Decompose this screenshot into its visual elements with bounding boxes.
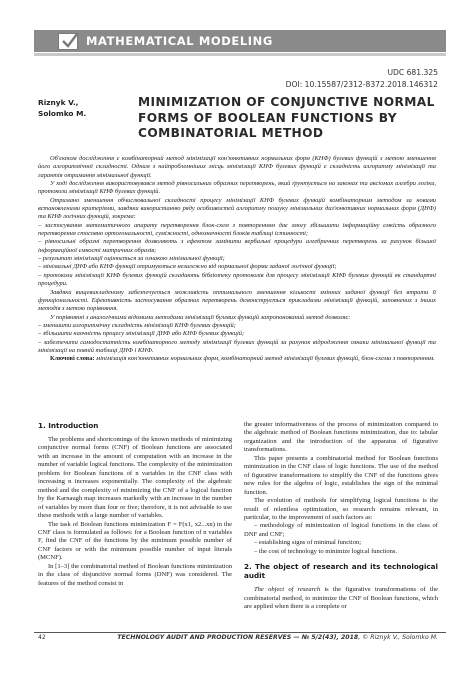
section-header-stripe (34, 53, 446, 56)
doi: DOI: 10.15587/2312-8372.2018.146312 (285, 80, 438, 89)
list-item: – establishing signs of minimal function; (254, 539, 362, 547)
section-heading-object: 2. The object of research and its technological audit (244, 562, 438, 581)
abstract-paragraph: У ході дослідження використовувався метод рівносильних образних перетворень, який ґрунтується на законах та аксіомах алгебри логіки, протоколи мінімізації КНФ булевих функцій. (38, 180, 436, 196)
checkmark-icon (58, 33, 78, 50)
list-item: – methodology of minimization of logical functions in the class of DNF and CNF; (244, 522, 438, 538)
abstract-paragraph: Об'єктом дослідження є комбінаторний метод мінімізації кон'юнктивних нормальних форм (КНФ) булевих функцій з метою зменшення його алгоритмічної складності. Одним з найпроблемніших місць мінімізації КНФ булевих функцій є складність алгоритму мінімізації та гарантія отримання мінімальної функції. (38, 155, 436, 179)
object-lead: The object of research (254, 586, 321, 594)
abstract-paragraph: У порівнянні з аналогічними відомими методами мінімізації булевих функцій запропонований метод дозволяє: (50, 313, 351, 321)
left-column (38, 421, 232, 588)
article-title: MINIMIZATION OF CONJUNCTIVE NORMAL FORMS OF BOOLEAN FUNCTIONS BY COMBINATORIAL METHOD (138, 95, 435, 140)
abstract-paragraph: Отримано зменшення обчислювальної складності процесу мінімізації КНФ булевих функцій комбінаторним методом за новими встановленими критеріями, завдяки використанню ряду особливостей алгоритму пошуку мінімальних диз'юнктивних нормальних форм (ДНФ) та КНФ логічних функцій, зокрема: (38, 196, 436, 221)
author-1: Riznyk V., (38, 98, 79, 107)
abstract-list-item: – протоколи мінімізації КНФ булевих функцій складають бібліотеку протоколів для процесу мінімізації КНФ булевих функцій як стандартні процедури. (38, 271, 436, 288)
keywords-label: Ключові слова: (50, 355, 95, 363)
abstract-paragraph: Завдяки вищевикладеному забезпечується можливість оптимального зменшення кількості змінних заданої функції без втрати її функціональності. Ефективність застосування образних перетворень демонструється прикладами мінімізації функцій, заповнених з інших методів з метою порівняння. (38, 288, 436, 313)
section-heading-introduction: 1. Introduction (38, 421, 99, 430)
authors (38, 98, 86, 119)
object-text: is the figurative transformations of the combinatorial method, to minimize the CNF of Boolean functions, which are applied when there is a complete or (244, 586, 438, 611)
body-paragraph (244, 586, 438, 611)
abstract (38, 155, 436, 364)
list-item: – the cost of technology to minimize logical functions. (254, 547, 398, 555)
body-paragraph: The problems and shortcomings of the known methods of minimizing conjunctive normal forms (CNF) of Boolean functions are associated with an increase in the amount of computation with an increase in the number of variable logical functions. The complexity of the minimization problem for Boolean functions of n variables in the CNF class with increasing n increases exponentially. The complexity of the algebraic method and the complexity of minimizing the CNF of a logical function by the Karnaugh map increases markedly with an increase in the number of variables by more than four or five; therefore, it is not advisable to use these methods with a large number of variables. (38, 436, 232, 520)
body-paragraph: This paper presents a combinatorial method for Boolean functions minimization in the CNF class of logic functions. The use of the method of figurative transformations to simplify the CNF of the functions gives new rules for the algebra of logic, establishes the sign of the minimal function. (244, 454, 438, 496)
body-paragraph: the greater informativeness of the process of minimization compared to the algebraic method of Boolean functions minimization, due to: tabular organization and the introduction of the apparatus of figurative transformations. (244, 421, 438, 454)
abstract-list-item: – забезпечити самодостатність комбінаторного методу мінімізації булевих функцій за рахунок відродження ознаки мінімальної функції та мінімізації на повній таблиці ДНФ і КНФ. (38, 338, 436, 354)
abstract-list-item: – збільшити наочність процесу мінімізації ДНФ або КНФ булевих функцій; (38, 330, 245, 338)
journal-citation (117, 634, 438, 641)
section-label: MATHEMATICAL MODELING (86, 34, 273, 48)
abstract-list-item: – застосування математичного апарату перетворення блок-схем з повторенням дає змогу збільшити інформаційну ємкість образного перетворення стосовно ортогональності, суміжності, однозначності блоків таблиці істинності; (38, 221, 436, 238)
keywords-text: мінімізація кон'юнктивних нормальних форм, комбінаторний метод мінімізації булевих функцій, блок-схема з повторенням. (94, 355, 435, 363)
abstract-list-item: – рівносильні образні перетворення дозволяють з ефектом замінити вербальні процедури алгебричних перетворень за рахунок більшої інформаційної ємкості матричних образів; (38, 238, 436, 254)
udc-code: UDC 681.325 (387, 68, 438, 77)
udc-doi (286, 67, 438, 91)
footer-rule (34, 632, 446, 633)
page-number: 42 (38, 634, 46, 641)
right-column (244, 421, 438, 612)
author-2: Solomko M. (38, 108, 87, 118)
abstract-list-item: – мінімальні ДНФ або КНФ функції отримуються незалежно від нормальної форми заданої логічної функції; (38, 263, 337, 271)
body-paragraph: In [1–3] the combinatorial method of Boolean functions minimization in the class of disjunctive normal forms (DNF) was considered. The features of the method consist in (38, 562, 232, 587)
body-paragraph: The evolution of methods for simplifying logical functions is the result of relentless optimization, so research remains relevant, in particular, to the improvement of such factors as: (244, 497, 438, 521)
copyright: , © Riznyk V., Solomko M. (358, 634, 438, 641)
abstract-list-item: – результат мінімізації оцінюється за ознакою мінімальної функції; (38, 255, 225, 263)
abstract-list-item: – зменшити алгоритмічну складність мінімізації КНФ булевих функцій; (38, 321, 236, 329)
journal-name: TECHNOLOGY AUDIT AND PRODUCTION RESERVES — № 5/2(43), 2018 (117, 634, 359, 641)
body-paragraph: The task of Boolean functions minimization F = F(x1, x2...xn) in the CNF class is formulated as follows: for a Boolean function of n variables F, find the CNF of the functions by the minimum possible number of CNF factors or with the minimum possible number of input literals (MCNF). (38, 520, 232, 562)
keywords (38, 355, 436, 363)
